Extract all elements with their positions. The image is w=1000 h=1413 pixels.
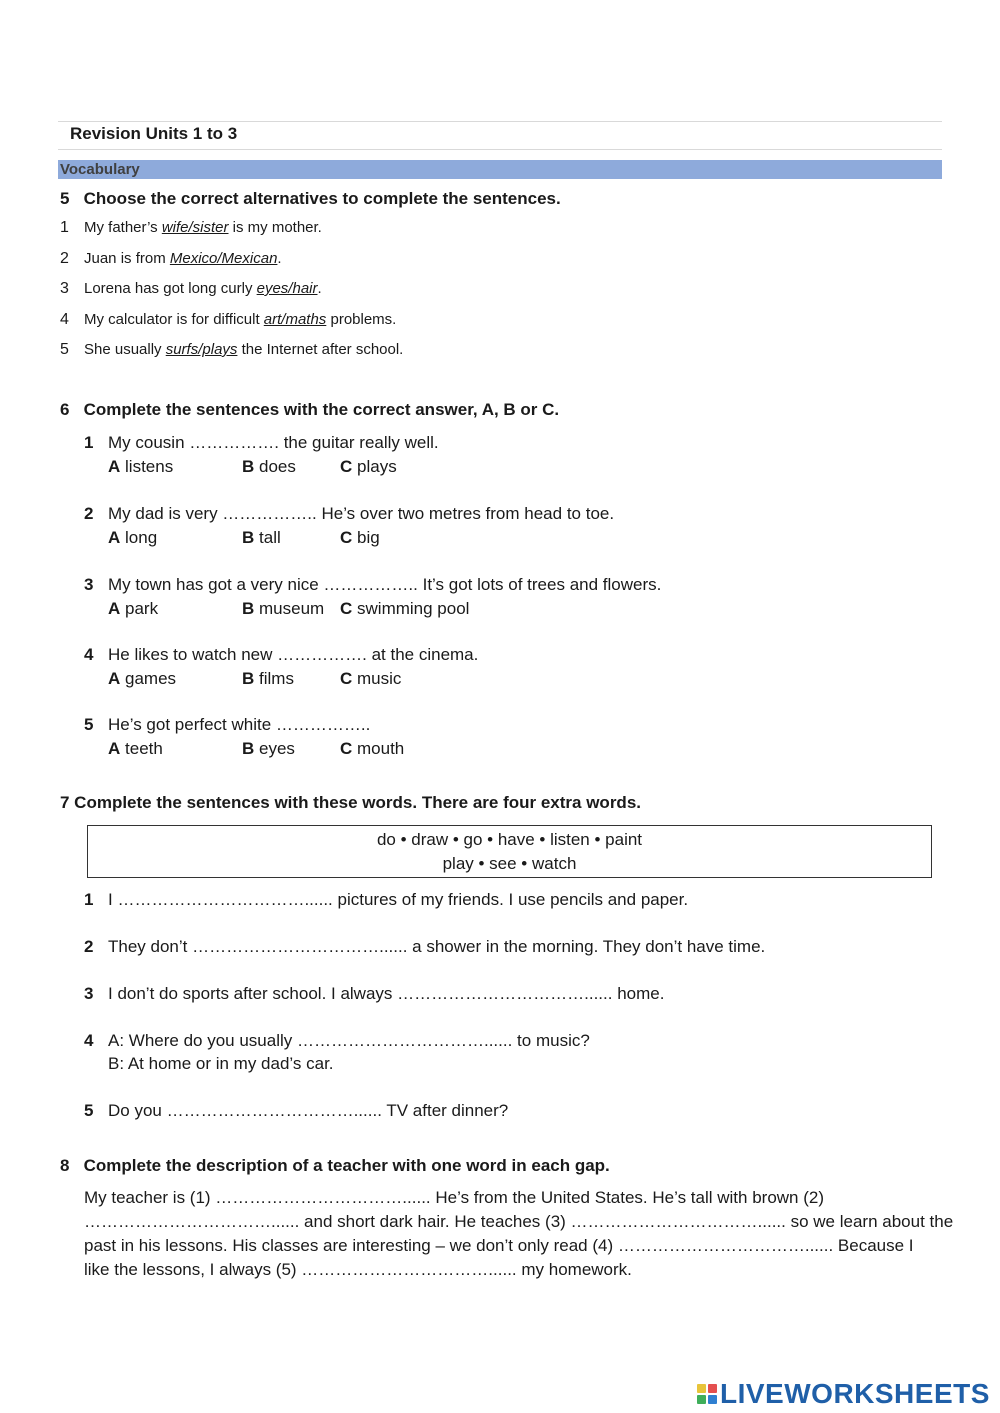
ex6-option-text: mouth bbox=[357, 739, 405, 758]
ex5-item bbox=[60, 280, 322, 298]
ex6-option-b bbox=[242, 669, 294, 689]
ex6-option-text: long bbox=[125, 528, 158, 547]
ex5-item-alternatives: wife/sister bbox=[161, 219, 229, 236]
ex6-option-letter: C bbox=[340, 669, 353, 688]
ex6-option-letter: A bbox=[108, 528, 121, 547]
ex6-item-text: He likes to watch new ……………. at the cinema. bbox=[108, 645, 479, 664]
ex6-option-text: tall bbox=[259, 528, 281, 547]
ex6-item-number: 5 bbox=[84, 715, 94, 734]
ex6-option-letter: C bbox=[340, 739, 353, 758]
ex5-item-text-after: . bbox=[317, 280, 322, 297]
ex5-item-text-before: Juan is from bbox=[84, 250, 170, 267]
ex6-option-c bbox=[340, 669, 401, 689]
ex6-item-text: My dad is very …………….. He’s over two metres from head to toe. bbox=[108, 504, 615, 523]
ex8-number: 8 bbox=[60, 1156, 70, 1175]
ex8-line-1: My teacher is (1) ……………………………...... He’s from the United States. He’s tall with brown (2) bbox=[84, 1188, 825, 1207]
ex6-option-letter: B bbox=[242, 739, 255, 758]
ex6-option-letter: B bbox=[242, 669, 255, 688]
word-box-line-1: do • draw • go • have • listen • paint bbox=[376, 830, 643, 849]
ex6-item-text: My town has got a very nice …………….. It’s got lots of trees and flowers. bbox=[108, 575, 662, 594]
ex6-option-letter: C bbox=[340, 528, 353, 547]
section-bar-vocabulary: Vocabulary bbox=[58, 160, 942, 179]
ex6-option-text: museum bbox=[259, 599, 325, 618]
ex6-option-text: big bbox=[357, 528, 380, 547]
liveworksheets-logo bbox=[697, 1378, 990, 1410]
title-rule bbox=[58, 149, 942, 150]
ex6-option-a bbox=[108, 739, 163, 759]
ex7-item-number: 4 bbox=[84, 1031, 94, 1050]
ex6-option-text: films bbox=[259, 669, 294, 688]
ex5-heading-text: Choose the correct alternatives to complete the sentences. bbox=[83, 189, 561, 208]
ex5-item-alternatives: art/maths bbox=[263, 311, 327, 328]
ex6-option-letter: A bbox=[108, 457, 121, 476]
ex5-item bbox=[60, 341, 403, 359]
ex6-option-b bbox=[242, 528, 281, 548]
ex6-option-letter: A bbox=[108, 669, 121, 688]
ex6-option-a bbox=[108, 669, 176, 689]
ex6-option-text: does bbox=[259, 457, 296, 476]
ex5-item bbox=[60, 311, 396, 329]
ex5-item bbox=[60, 250, 282, 268]
ex6-option-letter: A bbox=[108, 739, 121, 758]
ex5-item-text-after: problems. bbox=[326, 311, 397, 328]
ex6-item-text: He’s got perfect white …………….. bbox=[108, 715, 371, 734]
ex7-item-text-line-2: B: At home or in my dad’s car. bbox=[108, 1054, 334, 1073]
ex6-option-a bbox=[108, 528, 157, 548]
ex6-item-text: My cousin ……………. the guitar really well. bbox=[108, 433, 439, 452]
ex6-option-letter: B bbox=[242, 528, 255, 547]
ex6-option-text: plays bbox=[357, 457, 397, 476]
ex5-item-text-after: the Internet after school. bbox=[237, 341, 404, 358]
ex7-item-text: Do you ……………………………...... TV after dinner? bbox=[108, 1101, 509, 1120]
top-rule bbox=[58, 121, 942, 122]
logo-mark-icon bbox=[697, 1384, 717, 1404]
ex6-item-number: 4 bbox=[84, 645, 94, 664]
document-title: Revision Units 1 to 3 bbox=[70, 124, 238, 143]
ex6-heading bbox=[60, 400, 559, 420]
logo-square bbox=[697, 1384, 706, 1393]
ex6-option-text: listens bbox=[125, 457, 174, 476]
ex5-item-number: 5 bbox=[60, 341, 69, 358]
ex6-item-number: 3 bbox=[84, 575, 94, 594]
ex6-option-a bbox=[108, 599, 158, 619]
ex5-item-text-before: My father’s bbox=[84, 219, 162, 236]
ex8-line-3: past in his lessons. His classes are interesting – we don’t only read (4) ……………………………...... Because I bbox=[84, 1236, 914, 1255]
logo-text: LIVEWORKSHEETS bbox=[720, 1378, 990, 1409]
ex6-option-letter: B bbox=[242, 599, 255, 618]
ex8-heading-text: Complete the description of a teacher with one word in each gap. bbox=[83, 1156, 610, 1175]
ex6-option-text: eyes bbox=[259, 739, 295, 758]
ex5-item-number: 3 bbox=[60, 280, 69, 297]
ex6-option-b bbox=[242, 457, 296, 477]
ex5-item-number: 1 bbox=[60, 219, 69, 236]
ex5-item-alternatives: surfs/plays bbox=[165, 341, 238, 358]
ex7-item-text: A: Where do you usually ……………………………...... to music? bbox=[108, 1031, 590, 1050]
ex5-item-text-before: My calculator is for difficult bbox=[84, 311, 264, 328]
ex8-heading bbox=[60, 1156, 610, 1176]
ex8-line-4: like the lessons, I always (5) ……………………………...... my homework. bbox=[84, 1260, 632, 1279]
ex6-option-b bbox=[242, 599, 324, 619]
ex5-item-text-after: is my mother. bbox=[228, 219, 322, 236]
ex6-option-c bbox=[340, 599, 469, 619]
ex6-option-text: swimming pool bbox=[357, 599, 470, 618]
ex7-item-number: 2 bbox=[84, 937, 94, 956]
ex6-option-a bbox=[108, 457, 173, 477]
ex6-option-letter: B bbox=[242, 457, 255, 476]
ex5-item-text-after: . bbox=[277, 250, 282, 267]
word-box bbox=[87, 825, 932, 878]
ex6-number: 6 bbox=[60, 400, 70, 419]
ex7-item-text: I don’t do sports after school. I always ……………………………...... home. bbox=[108, 984, 665, 1003]
ex5-item-number: 2 bbox=[60, 250, 69, 267]
ex8-line-2: ……………………………...... and short dark hair. He teaches (3) ……………………………...... so we learn about the bbox=[84, 1212, 954, 1231]
ex7-item-number: 5 bbox=[84, 1101, 94, 1120]
ex6-option-c bbox=[340, 457, 397, 477]
logo-square bbox=[708, 1384, 717, 1393]
ex6-option-b bbox=[242, 739, 295, 759]
ex7-item-text: I ……………………………...... pictures of my friends. I use pencils and paper. bbox=[108, 890, 689, 909]
ex5-item-alternatives: eyes/hair bbox=[256, 280, 318, 297]
ex6-option-text: games bbox=[125, 669, 177, 688]
ex6-option-letter: C bbox=[340, 599, 353, 618]
logo-square bbox=[708, 1395, 717, 1404]
ex6-option-text: music bbox=[357, 669, 402, 688]
ex6-heading-text: Complete the sentences with the correct answer, A, B or C. bbox=[83, 400, 560, 419]
ex6-item-number: 2 bbox=[84, 504, 94, 523]
ex6-option-text: teeth bbox=[125, 739, 163, 758]
ex6-option-c bbox=[340, 528, 380, 548]
ex6-item-number: 1 bbox=[84, 433, 94, 452]
ex6-option-c bbox=[340, 739, 404, 759]
ex6-option-letter: A bbox=[108, 599, 121, 618]
logo-square bbox=[697, 1395, 706, 1404]
ex6-option-text: park bbox=[125, 599, 159, 618]
ex5-number: 5 bbox=[60, 189, 70, 208]
word-box-line-2: play • see • watch bbox=[442, 854, 577, 873]
ex7-item-number: 3 bbox=[84, 984, 94, 1003]
ex5-item-text-before: Lorena has got long curly bbox=[84, 280, 257, 297]
ex5-item-number: 4 bbox=[60, 311, 69, 328]
ex7-item-number: 1 bbox=[84, 890, 94, 909]
ex5-item-alternatives: Mexico/Mexican bbox=[169, 250, 278, 267]
ex8-paragraph bbox=[84, 1186, 954, 1282]
ex5-item-text-before: She usually bbox=[84, 341, 166, 358]
ex7-heading: 7 Complete the sentences with these words. There are four extra words. bbox=[60, 793, 641, 812]
ex5-item bbox=[60, 219, 322, 237]
ex7-item-text: They don’t ……………………………...... a shower in the morning. They don’t have time. bbox=[108, 937, 766, 956]
ex5-heading bbox=[60, 189, 561, 209]
ex6-option-letter: C bbox=[340, 457, 353, 476]
